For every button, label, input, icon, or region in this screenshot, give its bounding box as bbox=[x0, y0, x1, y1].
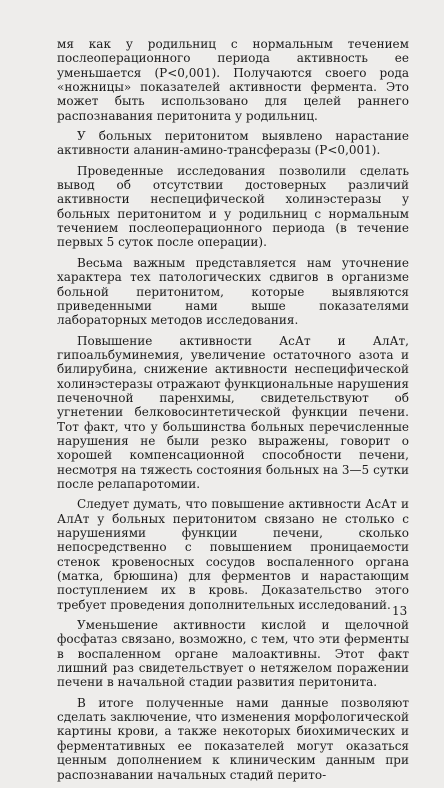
paragraph-8: В итоге полученные нами данные позволяют сделать заключение, что изменения морфологической картины крови, а также некоторых биохимических и ферментативных ее показателей могут оказаться ценным дополнением к клиническим данным при распознавании начальных стадий перито- bbox=[57, 695, 409, 782]
paragraph-2: У больных перитонитом выявлено нарастание активности аланин-амино-трансферазы (P<0,001). bbox=[57, 129, 409, 158]
paragraph-1: мя как у родильниц с нормальным течением послеоперационного периода активность ее уменьшается (P<0,001). Получаются своего рода «ножницы» показателей активности фермента. Это может быть использовано для целей раннего распознавания перитонита у родильниц. bbox=[57, 37, 409, 123]
body-text bbox=[57, 37, 409, 788]
paragraph-6: Следует думать, что повышение активности АсАт и АлАт у больных перитонитом связано не столько с нарушениями функции печени, сколько непосредственно с повышением проницаемости стенок кровеносных сосудов воспаленного органа (матка, брюшина) для ферментов и нарастающим поступлением их в кровь. Доказательство этого требует проведения дополнительных исследований. bbox=[57, 497, 409, 612]
paragraph-7: Уменьшение активности кислой и щелочной фосфатаз связано, возможно, с тем, что эти ферменты в воспаленном органе малоактивны. Этот факт лишний раз свидетельствует о нетяжелом поражении печени в начальной стадии развития перитонита. bbox=[57, 618, 409, 690]
page-number: 13 bbox=[392, 604, 408, 618]
paragraph-5: Повышение активности АсАт и АлАт, гипоальбуминемия, увеличение остаточного азота и билирубина, снижение активности неспецифической холинэстеразы отражают функциональные нарушения печеночной паренхимы, свидетельствуют об угнетении белковосинтетической функции печени. Тот факт, что у большинства больных перечисленные нарушения не были резко выражены, говорит о хорошей компенсационной способности печени, несмотря на тяжесть состояния больных на 3—5 сутки после релапаротомии. bbox=[57, 333, 409, 491]
paragraph-3: Проведенные исследования позволили сделать вывод об отсутствии достоверных различий активности неспецифической холинэстеразы у больных перитонитом и у родильниц с нормальным течением послеоперационного периода (в течение первых 5 суток после операции). bbox=[57, 163, 409, 250]
paragraph-4: Весьма важным представляется нам уточнение характера тех патологических сдвигов в организме больной перитонитом, которые выявляются приведенными нами выше показателями лабораторных методов исследования. bbox=[57, 255, 409, 328]
